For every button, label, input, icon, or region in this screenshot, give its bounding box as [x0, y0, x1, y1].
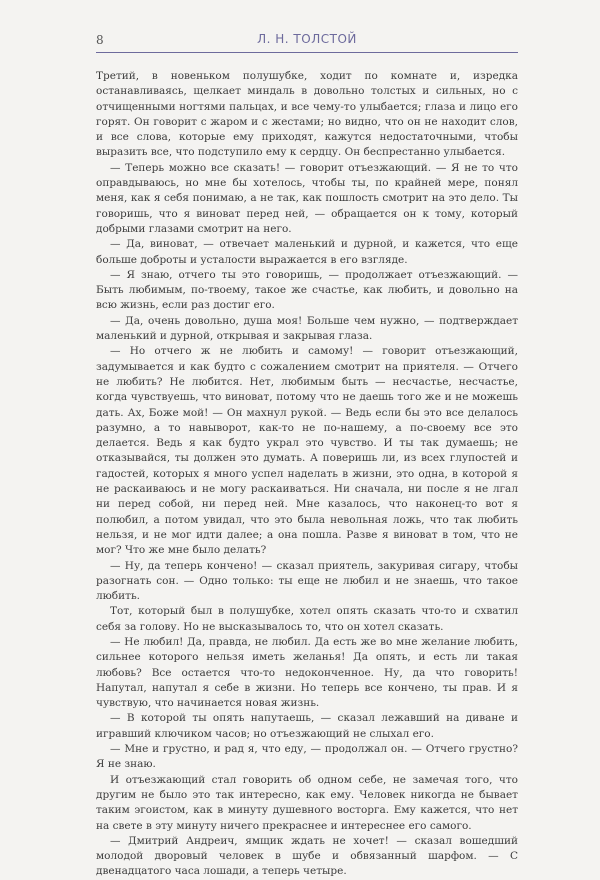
paragraph: — Не любил! Да, правда, не любил. Да есть же во мне желание любить, сильнее которого нельзя иметь желанья! Да опять, и есть ли такая любовь? Все остается что-то недоконченное. Ну, да что говорить! Напутал, напутал я себе в жизни. Но теперь все кончено, ты прав. И я чувствую, что начинается новая жизнь.	[96, 635, 518, 710]
paragraph: — Ну, да теперь кончено! — сказал приятель, закуривая сигару, чтобы разогнать сон. — Одно только: ты еще не любил и не знаешь, что такое любить.	[96, 559, 518, 603]
paragraph: Третий, в новеньком полушубке, ходит по комнате и, изредка останавливаясь, щелкает миндаль в довольно толстых и сильных, но с отчищенными ногтями пальцах, и все чему-то улыбается; глаза и лицо его горят. Он говорит с жаром и с жестами; но видно, что он не находит слов, и все слова, которые ему приходят, кажутся недостаточными, чтобы выразить все, что подступило ему к сердцу. Он беспрестанно улыбается.	[96, 70, 518, 159]
paragraph: — Но отчего ж не любить и самому! — говорит отъезжающий, задумывается и как будто с сожалением смотрит на приятеля. — Отчего не любить? Не любится. Нет, любимым быть — несчастье, несчастье, когда чувствуешь, что виноват, потому что не даешь того же и не можешь дать. Ах, Боже мой! — Он махнул рукой. — Ведь если бы это все делалось разумно, а то навыворот, как-то не по-нашему, а по-своему все это делается. Ведь я как будто украл это чувство. И ты так думаешь; не отказывайся, ты должен это думать. А поверишь ли, из всех глупостей и гадостей, которых я много успел наделать в жизни, это одна, в которой я не раскаиваюсь и не могу раскаиваться. Ни сначала, ни после я не лгал ни перед собой, ни перед ней. Мне казалось, что наконец-то вот я полюбил, а потом увидал, что это была невольная ложь, что так любить нельзя, и не мог идти далее; а она пошла. Разве я виноват в том, что не мог? Что же мне было делать?	[96, 345, 518, 557]
paragraph: — Да, очень довольно, душа моя! Больше чем нужно, — подтверждает маленький и дурной, открывая и закрывая глаза.	[96, 314, 518, 343]
paragraph: — Теперь можно все сказать! — говорит отъезжающий. — Я не то что оправдываюсь, но мне бы хотелось, чтобы ты, по крайней мере, понял меня, как я себя понимаю, а не так, как пошлость смотрит на это дело. Ты говоришь, что я виноват перед ней, — обращается он к тому, который добрыми глазами смотрит на него.	[96, 161, 518, 235]
paragraph: — В которой ты опять напутаешь, — сказал лежавший на диване и игравший ключиком часов; но отъезжающий не слыхал его.	[96, 712, 518, 740]
paragraph: — Мне и грустно, и рад я, что еду, — продолжал он. — Отчего грустно? Я не знаю.	[96, 743, 518, 771]
paragraph: И отъезжающий стал говорить об одном себе, не замечая того, что другим не было это так интересно, как ему. Человек никогда не бывает таким эгоистом, как в минуту душевного восторга. Ему кажется, что нет на свете в эту минуту ничего прекраснее и интереснее его самого.	[96, 773, 518, 832]
page-number: 8	[96, 33, 104, 47]
paragraph: Тот, который был в полушубке, хотел опять сказать что-то и схватил себя за голову. Но не высказывалось то, что он хотел сказать.	[96, 605, 518, 633]
paragraph: — Дмитрий Андреич, ямщик ждать не хочет! — сказал вошедший молодой дворовый человек в шубе и обвязанный шарфом. — С двенадцатого часа лошади, а теперь четыре.	[96, 834, 518, 878]
paragraph: — Я знаю, отчего ты это говоришь, — продолжает отъезжающий. — Быть любимым, по-твоему, такое же счастье, как любить, и довольно на всю жизнь, если раз достиг его.	[96, 268, 518, 312]
page-body	[96, 69, 518, 880]
page-header	[96, 30, 518, 53]
paragraph: — Да, виноват, — отвечает маленький и дурной, и кажется, что еще больше доброты и усталости выражается в его взгляде.	[96, 238, 518, 266]
running-title: Л. Н. ТОЛСТОЙ	[257, 32, 357, 46]
